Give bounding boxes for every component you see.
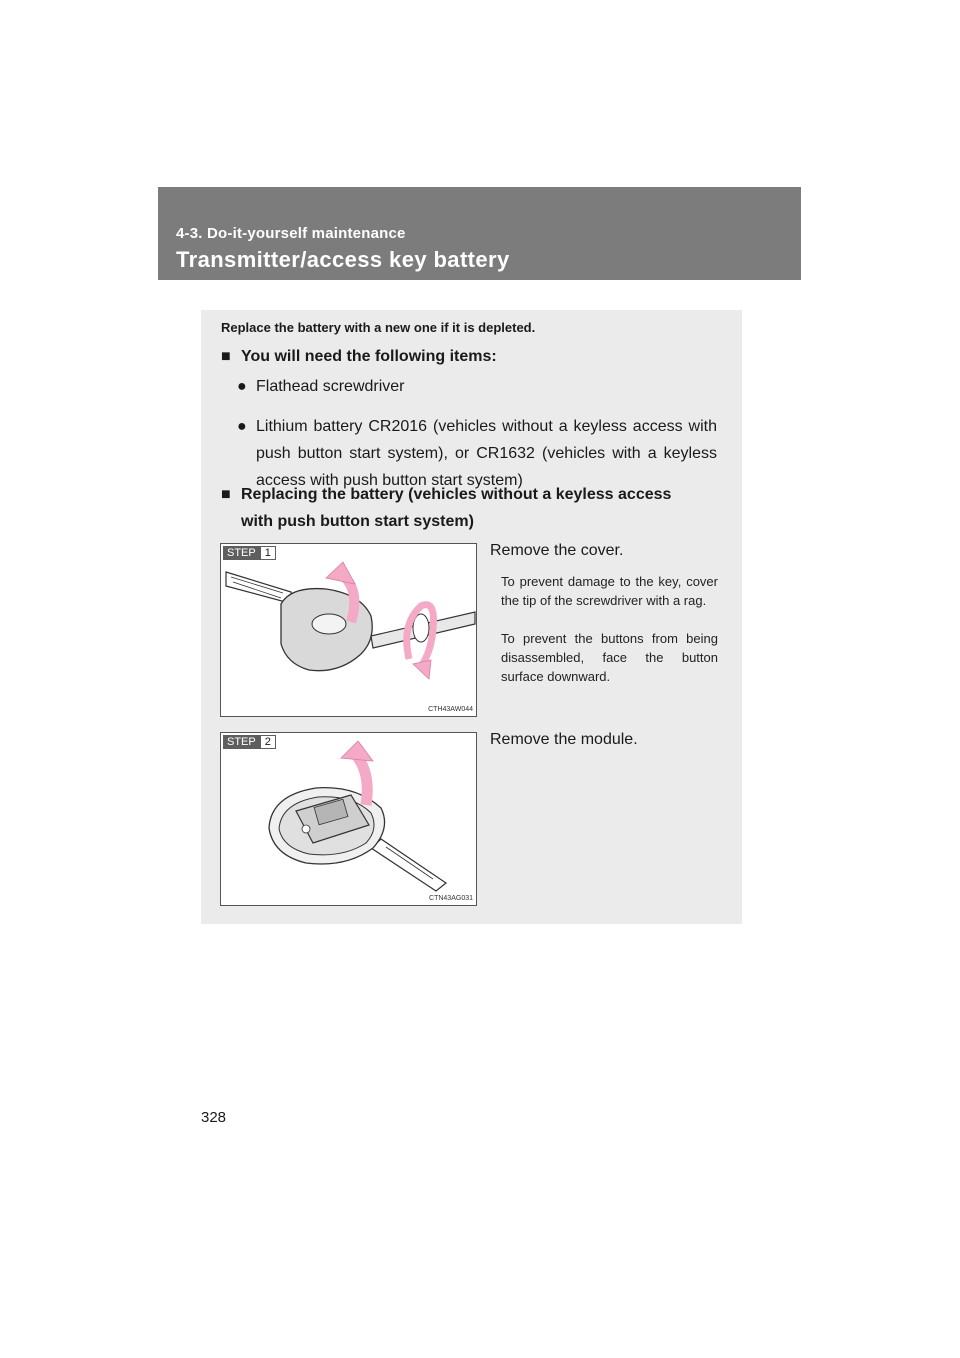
intro-text: Replace the battery with a new one if it is depleted.: [221, 320, 536, 335]
content-panel: [201, 310, 742, 924]
bullet-dot-icon: ●: [237, 418, 247, 435]
list-item: [237, 373, 717, 400]
section-label: 4-3. Do-it-yourself maintenance: [176, 225, 406, 242]
square-bullet-icon: ■: [221, 486, 231, 503]
list-item-text: Lithium battery CR2016 (vehicles without a keyless access with push button start system), or CR1632 (vehicles with a keyless access with push button start system): [256, 418, 717, 489]
items-heading-text: You will need the following items:: [241, 348, 497, 365]
replace-heading-line1: Replacing the battery (vehicles without a keyless access: [241, 486, 672, 503]
section-header: [158, 187, 801, 280]
page-number: 328: [201, 1109, 227, 1126]
step-1-note: To prevent the buttons from being disassembled, face the button surface downward.: [501, 631, 718, 684]
replace-heading: [221, 481, 719, 535]
replace-heading-line2: with push button start system): [241, 513, 474, 530]
step-2-instruction: Remove the module.: [490, 731, 638, 748]
figure-code: CTH43AW044: [428, 706, 473, 713]
key-module-illustration: [221, 733, 476, 905]
step-badge: STEP 1: [223, 546, 276, 560]
key-screwdriver-illustration: [221, 544, 476, 716]
step-1-figure: [220, 543, 477, 717]
step-badge: STEP 2: [223, 735, 276, 749]
figure-code: CTN43AG031: [429, 895, 473, 902]
step-1-instruction: Remove the cover.: [490, 542, 624, 559]
list-item-text: Flathead screwdriver: [256, 378, 405, 395]
step-2-figure: [220, 732, 477, 906]
square-bullet-icon: ■: [221, 348, 231, 365]
items-heading: [221, 343, 497, 370]
step-1-note: To prevent damage to the key, cover the tip of the screwdriver with a rag.: [501, 574, 718, 608]
page-title: Transmitter/access key battery: [176, 247, 510, 272]
bullet-dot-icon: ●: [237, 378, 247, 395]
